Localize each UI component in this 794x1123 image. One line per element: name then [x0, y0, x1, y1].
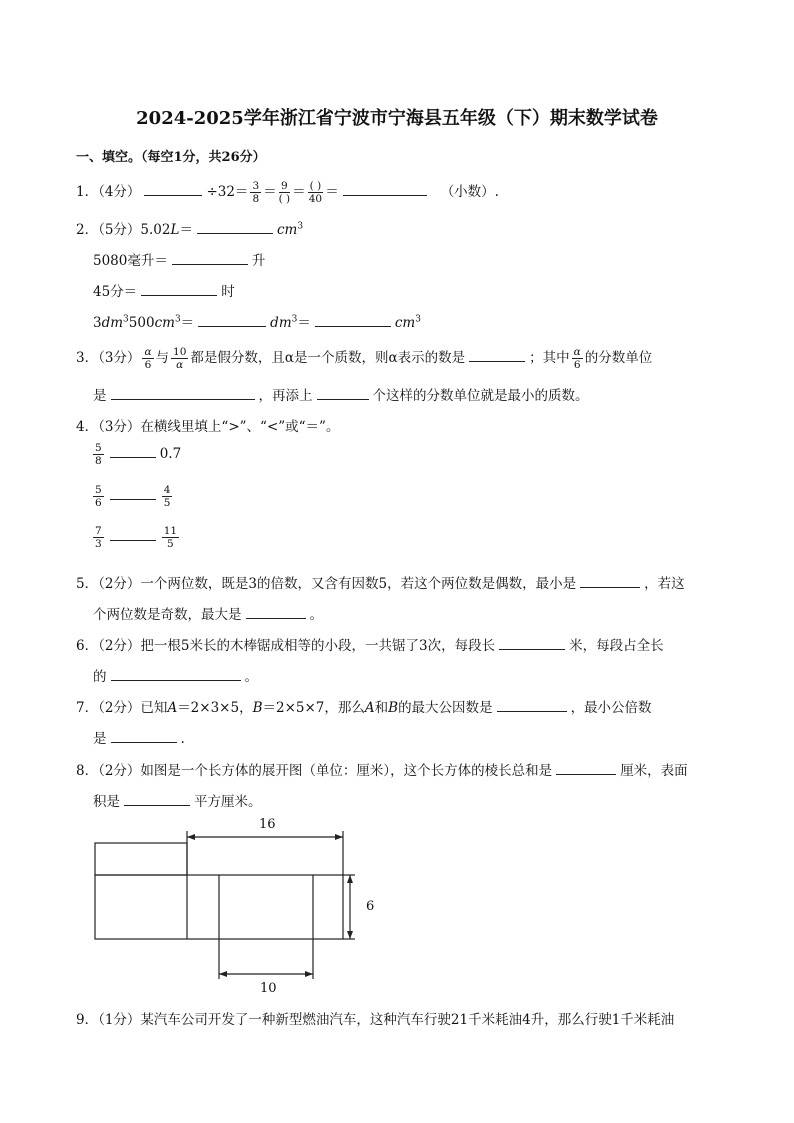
q7-line-2: 是 . — [93, 727, 185, 747]
question-3: 3．（3分） $\frac{\alpha}{6}$ 与 $\frac{10}{\alpha}$ 都是假分数，且α是一个质数，则α表示的数是 ；其中 $\frac{\alpha}{6}$ 的分数单位 — [76, 346, 653, 371]
question-6: 6．（2分）把一根5米长的木棒锯成相等的小段，一共锯了3次，每段长 米，每段占全长 — [76, 634, 664, 654]
dimension-label-right: 6 — [366, 899, 375, 914]
question-7: 7．（2分）已知A＝2×3×5，B＝2×5×7，那么A和B的最大公因数是 ，最小公倍数 — [76, 696, 652, 716]
q2-line-3: 45分＝ 时 — [93, 280, 235, 300]
q2-line-2: 5080毫升＝ 升 — [93, 249, 265, 269]
q8-line-2: 积是 平方厘米。 — [93, 790, 262, 810]
question-5: 5．（2分）一个两位数，既是3的倍数，又含有因数5，若这个两位数是偶数，最小是 ，若这 — [76, 572, 685, 592]
q6-line-2: 的 。 — [93, 665, 258, 685]
q1-fraction-1: $\frac{3}{8}$ — [252, 180, 260, 205]
net-top-face — [95, 843, 187, 875]
q1-suffix: （小数）. — [440, 184, 499, 200]
q1-divide: ÷32＝ — [206, 184, 249, 200]
question-8: 8．（2分）如图是一个长方体的展开图（单位：厘米），这个长方体的棱长总和是 厘米，表面 — [76, 759, 688, 779]
q4-row-2: $\frac{5}{6}$ $\frac{4}{5}$ — [95, 484, 171, 509]
dimension-label-bottom: 10 — [260, 981, 277, 996]
dimension-label-top: 16 — [259, 817, 276, 832]
q4-row-3: $\frac{7}{3}$ $\frac{11}{5}$ — [95, 525, 178, 550]
q5-line-2: 个两位数是奇数，最大是 。 — [93, 603, 323, 623]
page-title: 2024-2025学年浙江省宁波市宁海县五年级（下）期末数学试卷 — [136, 108, 658, 129]
q1-fraction-2: $\frac{9}{( )}$ — [278, 180, 291, 205]
question-2: 2．（5分）$5.02L= cm^3$ — [76, 218, 303, 238]
q1-fraction-3: $\frac{( )}{40}$ — [308, 180, 323, 205]
q2-line-4: $3dm^3500cm^3= dm^3= cm^3$ — [93, 311, 421, 331]
q1-prefix: 1．（4分） — [76, 184, 141, 200]
q4-row-1: $\frac{5}{8}$ 0.7 — [95, 442, 182, 467]
section-heading: 一、填空。（每空1分，共26分） — [76, 150, 266, 165]
question-9: 9．（1分）某汽车公司开发了一种新型燃油汽车，这种汽车行驶21千米耗油4升，那么行驶1千米耗油 — [76, 1012, 675, 1028]
question-1: 1．（4分） ÷32＝ $\frac{3}{8}$ ＝ $\frac{9}{( )}$ ＝ $\frac{( )}{40}$ ＝ （小数）. — [76, 180, 499, 205]
q3-line-2: 是 ，再添上 个这样的分数单位就是最小的质数。 — [93, 384, 589, 404]
question-4: 4．（3分）在横线里填上“>”、“<”或“＝”。 — [76, 419, 340, 435]
